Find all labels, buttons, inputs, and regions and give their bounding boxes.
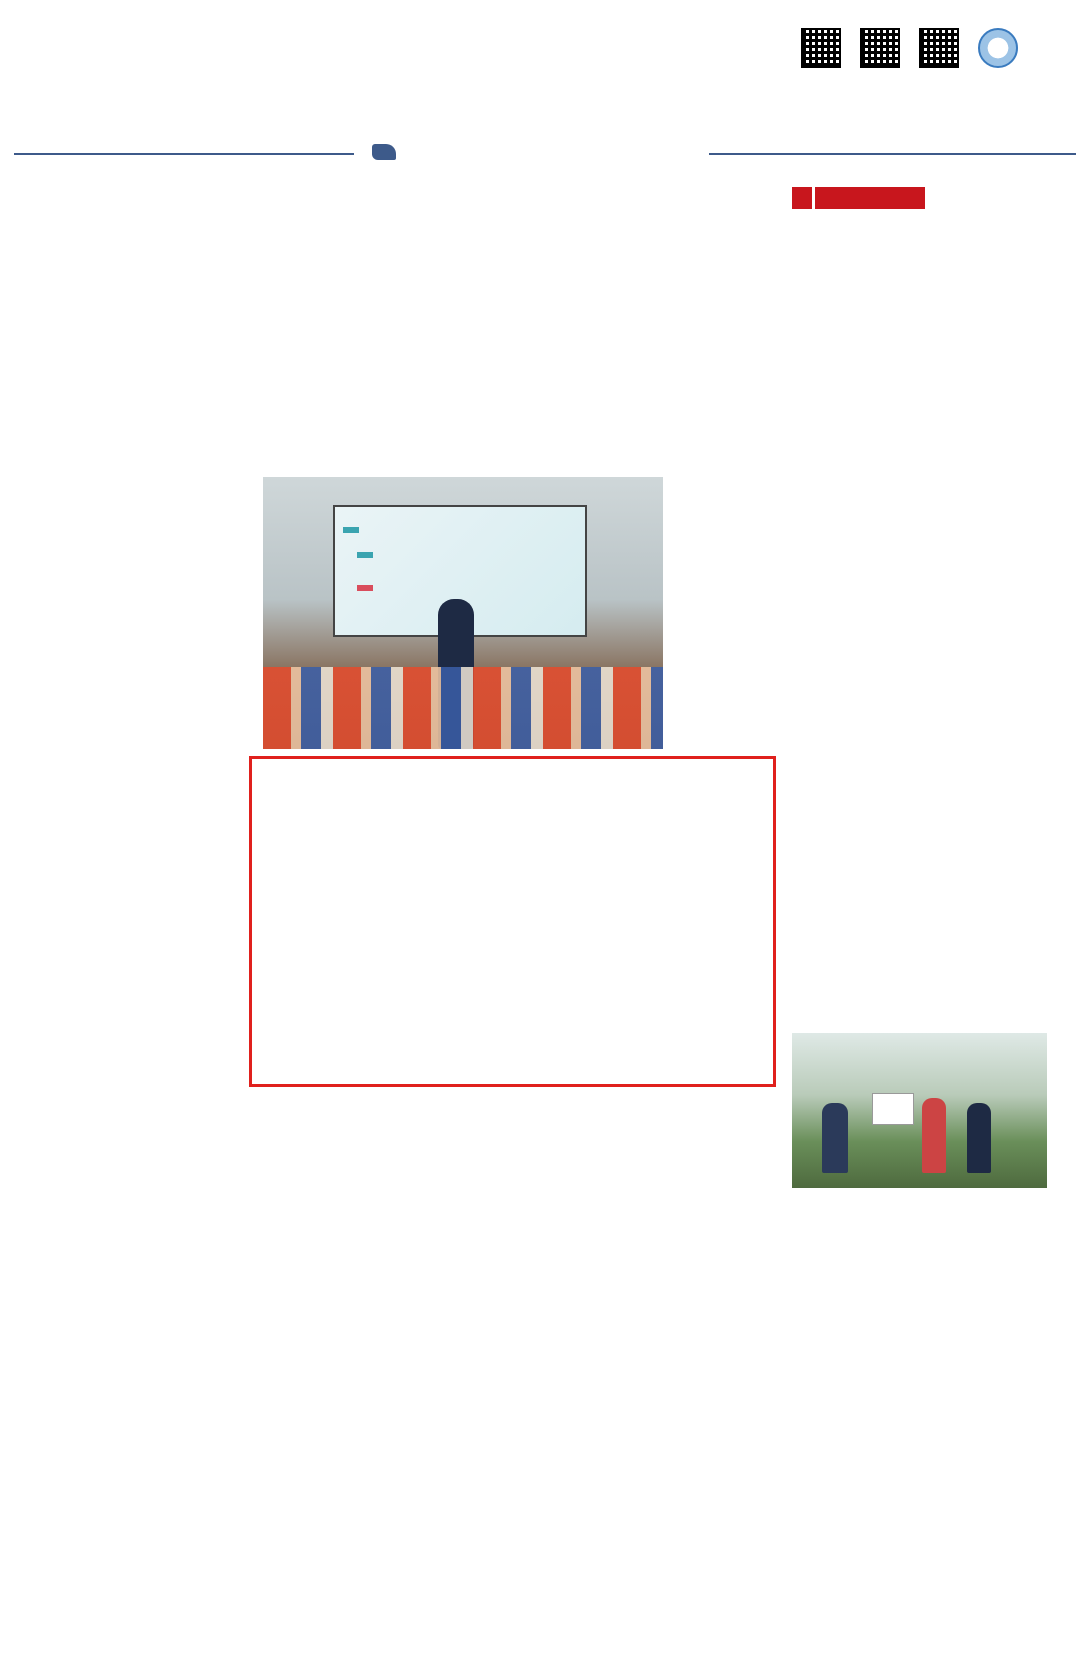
- qr-group: [795, 28, 1055, 68]
- exec-col-3: [605, 1097, 777, 1270]
- qr-code-douyin[interactable]: [972, 28, 1024, 68]
- screen-line-3: [357, 585, 373, 591]
- left2-body: [32, 551, 242, 963]
- right-body-2: [792, 725, 1047, 988]
- lead-col-1: [32, 305, 192, 470]
- lead-col-4: [595, 305, 780, 470]
- slogan-bar: [14, 140, 1076, 162]
- right-tag-bar: [792, 187, 812, 209]
- box-col-1: [264, 857, 422, 1082]
- lead-col-3: [395, 305, 580, 470]
- right-photo-caption: [792, 1193, 1047, 1245]
- right-column-tag: [815, 187, 925, 209]
- qr-code-wechat[interactable]: [795, 28, 847, 68]
- qr-code-fazhi[interactable]: [854, 28, 906, 68]
- left3-body: [32, 1051, 242, 1268]
- qr-code-gongwu[interactable]: [913, 28, 965, 68]
- boxed-story: [249, 756, 776, 1087]
- screen-line-2: [357, 552, 373, 558]
- slogan-icon: [372, 144, 396, 160]
- lead-col-2: [205, 305, 380, 470]
- student-rows: [263, 667, 663, 749]
- screen-line-1: [343, 527, 359, 533]
- box-col-2: [434, 857, 592, 1082]
- box-col-3: [604, 857, 762, 1082]
- photo-side-text: [680, 535, 775, 730]
- classroom-photo: [263, 477, 663, 749]
- right-body-1: [792, 268, 1047, 661]
- exec-col-2: [428, 1140, 593, 1270]
- exec-col-1: [255, 1140, 415, 1270]
- greenhouse-photo: [792, 1033, 1047, 1188]
